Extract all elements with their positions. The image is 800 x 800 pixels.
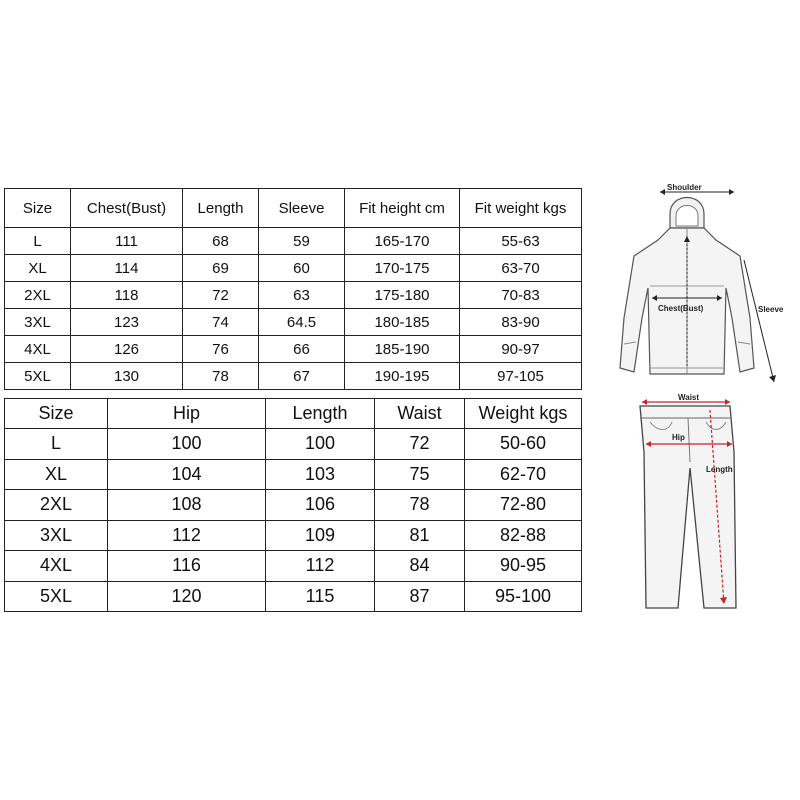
column-header: Weight kgs — [465, 399, 582, 429]
table-cell: 112 — [266, 551, 375, 582]
jacket-illustration — [600, 178, 798, 390]
table-cell: 70-83 — [460, 282, 582, 309]
table-cell: 5XL — [5, 581, 108, 612]
table-cell: 83-90 — [460, 309, 582, 336]
table-cell: L — [5, 228, 71, 255]
table-row — [5, 336, 582, 363]
table-cell: 175-180 — [345, 282, 460, 309]
jacket-size-table — [4, 188, 582, 390]
table-row — [5, 459, 582, 490]
table-cell: 4XL — [5, 336, 71, 363]
pants-illustration — [620, 392, 750, 614]
table-row — [5, 429, 582, 460]
table-cell: 130 — [71, 363, 183, 390]
table-cell: 170-175 — [345, 255, 460, 282]
pants-size-table — [4, 398, 582, 612]
table-cell: 103 — [266, 459, 375, 490]
table-cell: 90-97 — [460, 336, 582, 363]
table-row — [5, 282, 582, 309]
table-cell: 82-88 — [465, 520, 582, 551]
table-cell: 50-60 — [465, 429, 582, 460]
table-cell: 95-100 — [465, 581, 582, 612]
column-header: Waist — [375, 399, 465, 429]
pants-table-header-row — [5, 399, 582, 429]
column-header: Size — [5, 399, 108, 429]
sleeve-label: Sleeve — [758, 305, 784, 314]
table-cell: 114 — [71, 255, 183, 282]
table-cell: XL — [5, 255, 71, 282]
column-header: Fit height cm — [345, 189, 460, 228]
column-header: Sleeve — [259, 189, 345, 228]
table-cell: 115 — [266, 581, 375, 612]
table-row — [5, 309, 582, 336]
table-cell: 74 — [183, 309, 259, 336]
table-cell: 97-105 — [460, 363, 582, 390]
table-cell: 116 — [108, 551, 266, 582]
column-header: Length — [183, 189, 259, 228]
table-cell: 106 — [266, 490, 375, 521]
table-cell: 104 — [108, 459, 266, 490]
table-cell: 2XL — [5, 282, 71, 309]
table-row — [5, 581, 582, 612]
table-cell: 2XL — [5, 490, 108, 521]
table-cell: 72-80 — [465, 490, 582, 521]
table-cell: 3XL — [5, 309, 71, 336]
table-cell: 78 — [375, 490, 465, 521]
table-cell: 165-170 — [345, 228, 460, 255]
table-cell: 64.5 — [259, 309, 345, 336]
table-cell: 3XL — [5, 520, 108, 551]
table-cell: 108 — [108, 490, 266, 521]
table-row — [5, 490, 582, 521]
table-row — [5, 551, 582, 582]
table-cell: 72 — [375, 429, 465, 460]
table-cell: 60 — [259, 255, 345, 282]
table-row — [5, 228, 582, 255]
column-header: Length — [266, 399, 375, 429]
table-cell: 72 — [183, 282, 259, 309]
pants-measurement-diagram — [620, 392, 750, 614]
table-cell: 120 — [108, 581, 266, 612]
table-cell: 100 — [266, 429, 375, 460]
column-header: Hip — [108, 399, 266, 429]
table-cell: 67 — [259, 363, 345, 390]
table-cell: 109 — [266, 520, 375, 551]
table-cell: 90-95 — [465, 551, 582, 582]
column-header: Fit weight kgs — [460, 189, 582, 228]
table-cell: 100 — [108, 429, 266, 460]
table-cell: L — [5, 429, 108, 460]
column-header: Size — [5, 189, 71, 228]
table-cell: 5XL — [5, 363, 71, 390]
hip-label: Hip — [672, 433, 685, 442]
table-cell: 59 — [259, 228, 345, 255]
table-cell: 180-185 — [345, 309, 460, 336]
table-cell: 55-63 — [460, 228, 582, 255]
table-row — [5, 363, 582, 390]
table-cell: 123 — [71, 309, 183, 336]
table-cell: 111 — [71, 228, 183, 255]
chest-label: Chest(Bust) — [658, 304, 704, 313]
jacket-measurement-diagram — [600, 178, 798, 390]
shoulder-label: Shoulder — [667, 183, 702, 192]
table-cell: 63 — [259, 282, 345, 309]
table-cell: 4XL — [5, 551, 108, 582]
table-cell: 75 — [375, 459, 465, 490]
table-cell: 78 — [183, 363, 259, 390]
table-cell: 68 — [183, 228, 259, 255]
waist-label: Waist — [678, 393, 700, 402]
table-cell: 87 — [375, 581, 465, 612]
table-cell: 63-70 — [460, 255, 582, 282]
table-cell: 81 — [375, 520, 465, 551]
column-header: Chest(Bust) — [71, 189, 183, 228]
table-cell: 62-70 — [465, 459, 582, 490]
table-cell: 84 — [375, 551, 465, 582]
table-cell: 126 — [71, 336, 183, 363]
table-cell: 118 — [71, 282, 183, 309]
jacket-table-header-row — [5, 189, 582, 228]
table-cell: 76 — [183, 336, 259, 363]
length-label: Length — [706, 465, 733, 474]
table-row — [5, 255, 582, 282]
table-cell: 112 — [108, 520, 266, 551]
table-cell: 69 — [183, 255, 259, 282]
table-cell: XL — [5, 459, 108, 490]
table-cell: 185-190 — [345, 336, 460, 363]
table-cell: 190-195 — [345, 363, 460, 390]
table-cell: 66 — [259, 336, 345, 363]
table-row — [5, 520, 582, 551]
